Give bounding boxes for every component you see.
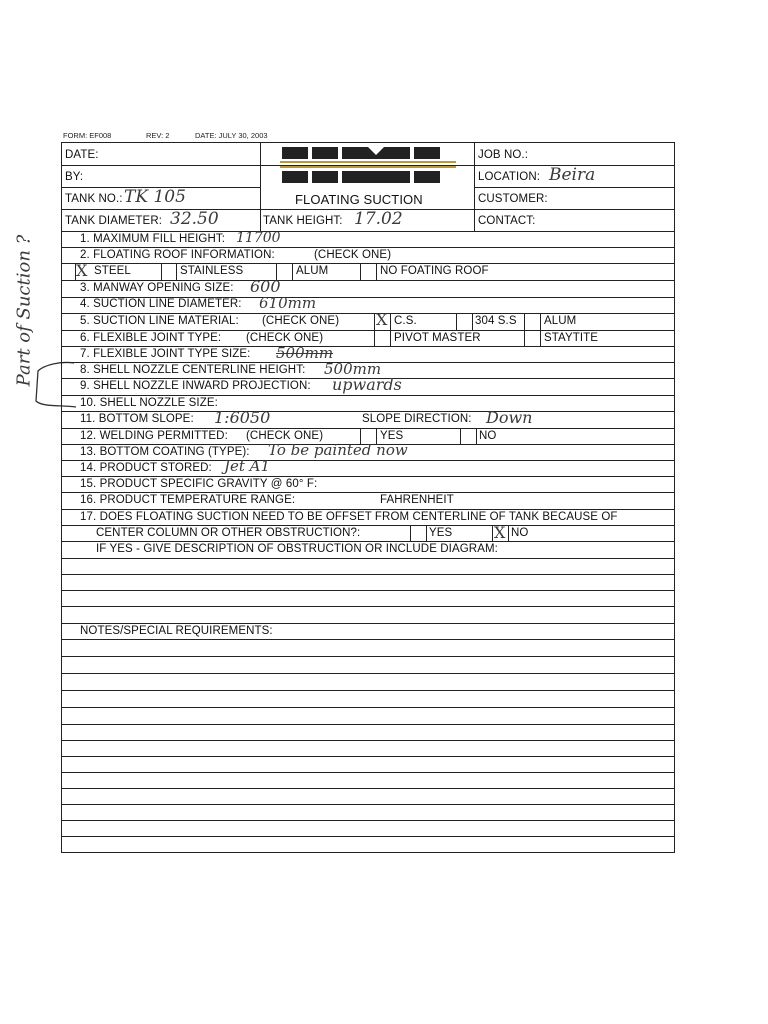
tank-no-value: TK 105 <box>124 187 186 207</box>
item-7-value-struck: 500mm <box>276 344 334 362</box>
tank-no-label: TANK NO.: <box>65 193 123 205</box>
item-4-label: 4. SUCTION LINE DIAMETER: <box>80 298 242 310</box>
joint-staytite-option: STAYTITE <box>544 332 599 344</box>
location-value: Beira <box>549 165 596 185</box>
item-17-label: 17. DOES FLOATING SUCTION NEED TO BE OFFSET FROM CENTERLINE OF TANK BECAUSE OF <box>80 511 618 523</box>
item-16-label: 16. PRODUCT TEMPERATURE RANGE: <box>80 494 296 506</box>
slope-direction-label: SLOPE DIRECTION: <box>362 413 472 425</box>
item-14-value: Jet A1 <box>224 457 271 475</box>
material-alum-option: ALUM <box>544 315 577 327</box>
offset-no-checkmark: X <box>494 523 506 542</box>
company-logo <box>280 147 458 187</box>
item-12-label: 12. WELDING PERMITTED: <box>80 430 228 442</box>
item-8-label: 8. SHELL NOZZLE CENTERLINE HEIGHT: <box>80 364 306 376</box>
notes-label: NOTES/SPECIAL REQUIREMENTS: <box>80 625 273 637</box>
roof-steel-option: STEEL <box>94 265 131 277</box>
joint-pivot-option: PIVOT MASTER <box>394 332 481 344</box>
material-cs-option: C.S. <box>394 315 417 327</box>
item-4-value: 610mm <box>259 294 317 312</box>
item-5-check: (CHECK ONE) <box>262 315 340 327</box>
date-label: DATE: <box>65 149 99 161</box>
tank-height-value: 17.02 <box>354 209 403 229</box>
by-label: BY: <box>65 171 84 183</box>
item-16-unit: FAHRENHEIT <box>380 494 454 506</box>
location-label: LOCATION: <box>478 171 541 183</box>
material-304-option: 304 S.S <box>475 315 517 327</box>
welding-no-option: NO <box>479 430 497 442</box>
tank-height-label: TANK HEIGHT: <box>263 215 343 227</box>
item-8-value: 500mm <box>324 360 382 378</box>
item-11-value: 1:6050 <box>214 408 271 427</box>
item-5-label: 5. SUCTION LINE MATERIAL: <box>80 315 239 327</box>
item-1-value: 11700 <box>236 230 281 246</box>
item-2-check: (CHECK ONE) <box>314 249 392 261</box>
item-7-label: 7. FLEXIBLE JOINT TYPE SIZE: <box>80 348 251 360</box>
item-9-label: 9. SHELL NOZZLE INWARD PROJECTION: <box>80 380 311 392</box>
welding-yes-option: YES <box>380 430 404 442</box>
item-3-value: 600 <box>250 277 281 296</box>
roof-stainless-option: STAINLESS <box>180 265 244 277</box>
customer-label: CUSTOMER: <box>478 193 548 205</box>
offset-yes-option: YES <box>429 527 453 539</box>
item-17-line-2: CENTER COLUMN OR OTHER OBSTRUCTION?: <box>96 527 361 539</box>
tank-diameter-label: TANK DIAMETER: <box>65 215 163 227</box>
tank-diameter-value: 32.50 <box>170 209 219 229</box>
item-6-check: (CHECK ONE) <box>246 332 324 344</box>
margin-note: Part of Suction ? <box>13 234 35 387</box>
job-no-label: JOB NO.: <box>478 149 529 161</box>
form-number: FORM: EF008 <box>63 131 112 140</box>
item-3-label: 3. MANWAY OPENING SIZE: <box>80 282 234 294</box>
roof-steel-checkmark: X <box>76 261 88 280</box>
material-cs-checkmark: X <box>376 310 388 329</box>
item-14-label: 14. PRODUCT STORED: <box>80 462 212 474</box>
roof-none-option: NO FOATING ROOF <box>380 265 489 277</box>
floating-suction-form <box>61 142 675 853</box>
revision: REV: 2 <box>146 131 170 140</box>
item-2-label: 2. FLOATING ROOF INFORMATION: <box>80 249 275 261</box>
roof-alum-option: ALUM <box>296 265 329 277</box>
item-17-line-3: IF YES - GIVE DESCRIPTION OF OBSTRUCTION OR INCLUDE DIAGRAM: <box>96 543 498 555</box>
item-6-label: 6. FLEXIBLE JOINT TYPE: <box>80 332 222 344</box>
slope-direction-value: Down <box>486 408 533 427</box>
item-11-label: 11. BOTTOM SLOPE: <box>80 413 194 425</box>
item-15-label: 15. PRODUCT SPECIFIC GRAVITY @ 60° F: <box>80 478 318 490</box>
item-13-value: To be painted now <box>268 441 408 459</box>
offset-no-option: NO <box>511 527 529 539</box>
form-title: FLOATING SUCTION <box>295 192 423 207</box>
item-9-value: upwards <box>332 375 402 394</box>
item-1-label: 1. MAXIMUM FILL HEIGHT: <box>80 233 226 245</box>
item-12-check: (CHECK ONE) <box>246 430 324 442</box>
item-10-label: 10. SHELL NOZZLE SIZE: <box>80 397 218 409</box>
contact-label: CONTACT: <box>478 215 536 227</box>
item-13-label: 13. BOTTOM COATING (TYPE): <box>80 446 250 458</box>
form-date: DATE: JULY 30, 2003 <box>195 131 268 140</box>
